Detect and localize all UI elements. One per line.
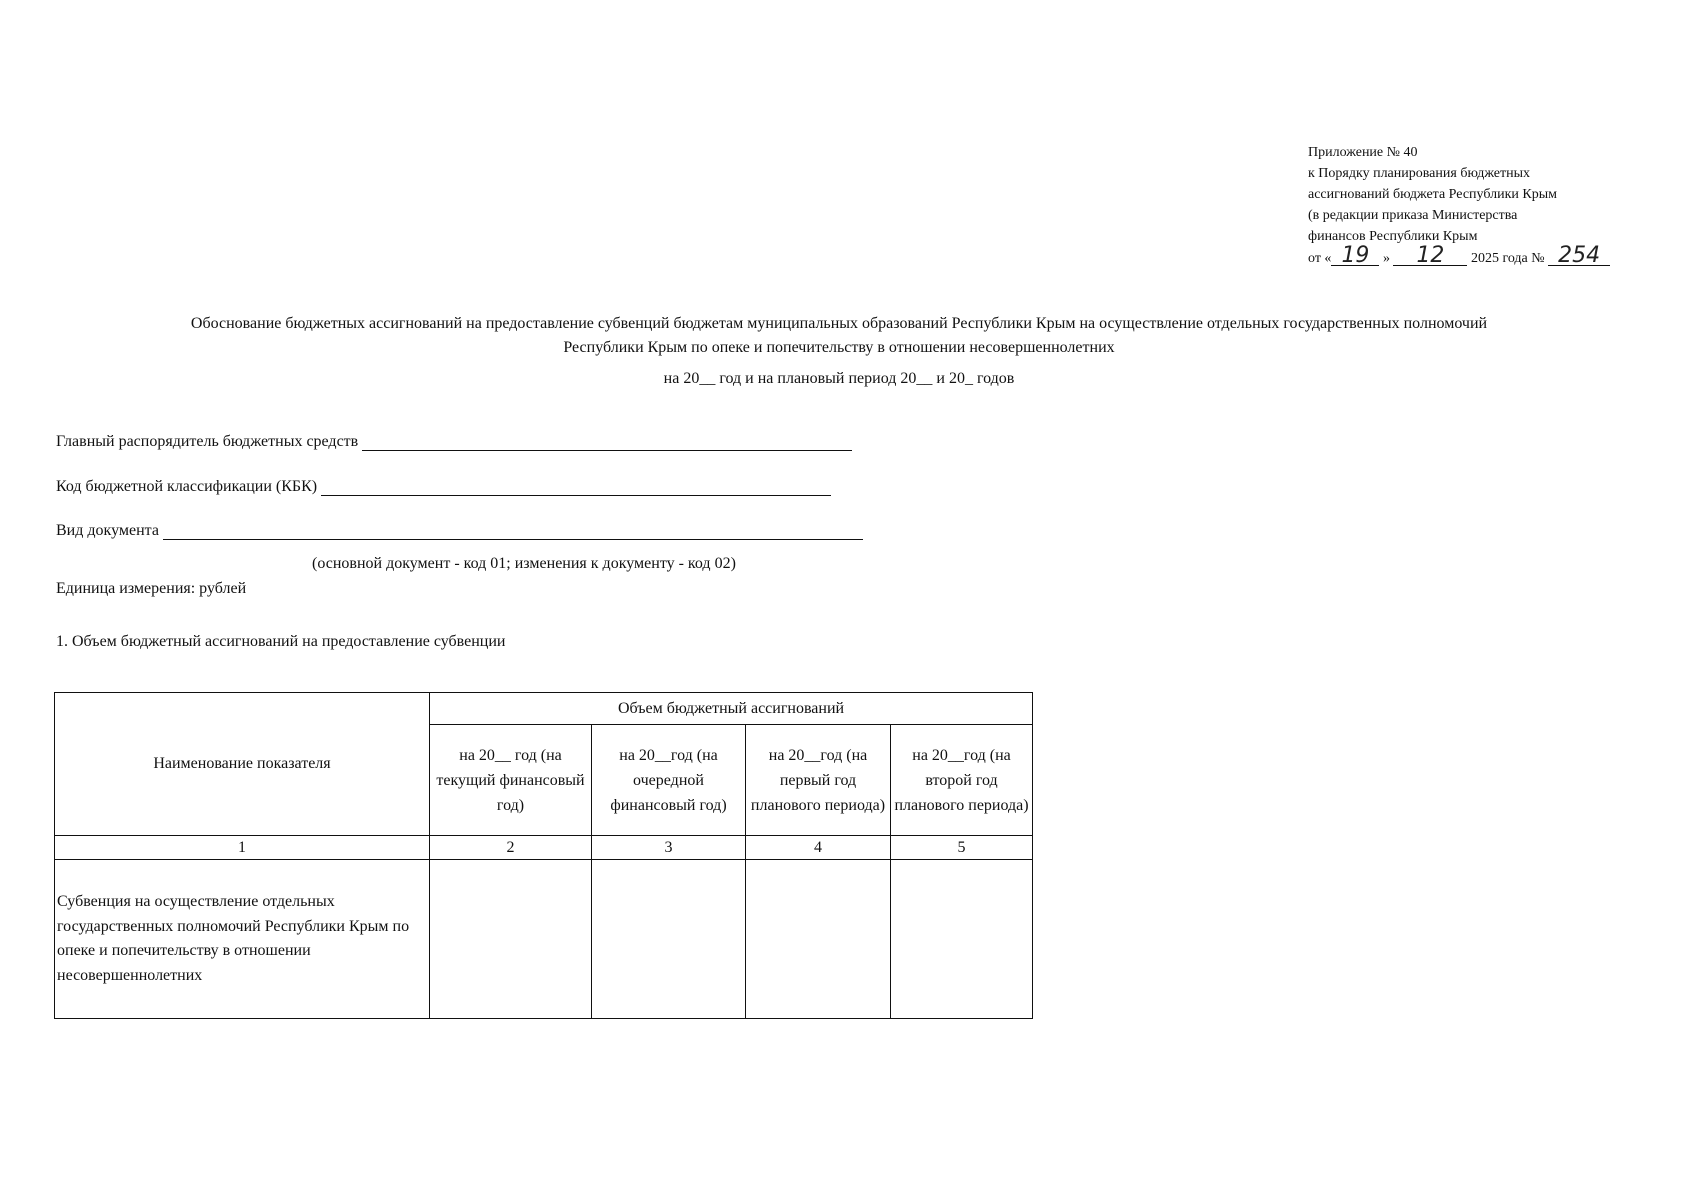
handwritten-month: 12: [1393, 247, 1467, 266]
appendix-date-line: [1308, 243, 1610, 269]
unit-of-measure: Единица измерения: рублей: [56, 580, 247, 597]
date-suffix: 2025 года №: [1467, 251, 1549, 266]
header-next-year: на 20__год (на очередной финансовый год): [592, 725, 746, 836]
kbk-blank[interactable]: [321, 477, 831, 496]
column-number-1: 1: [55, 836, 430, 860]
budget-manager-label: Главный распорядитель бюджетных средств: [56, 433, 359, 450]
handwritten-day: 19: [1331, 247, 1379, 266]
budget-manager-blank[interactable]: [362, 432, 852, 451]
appendix-block: [1308, 142, 1610, 269]
row-subvention-plan-year-2[interactable]: [891, 860, 1033, 1019]
row-subvention-plan-year-1[interactable]: [746, 860, 891, 1019]
allocation-table: [54, 692, 1033, 1019]
doc-type-blank[interactable]: [163, 521, 863, 540]
column-number-4: 4: [746, 836, 891, 860]
date-prefix: от «: [1308, 251, 1332, 266]
doc-type-note: (основной документ - код 01; изменения к документу - код 02): [312, 555, 736, 572]
row-subvention-name: Субвенция на осуществление отдельных государственных полномочий Республики Крым по опеке и попечительству в отношении несовершеннолетних: [55, 860, 430, 1019]
header-plan-year-1: на 20__год (на первый год планового периода): [746, 725, 891, 836]
doc-type-label: Вид документа: [56, 522, 159, 539]
section-title: 1. Объем бюджетный ассигнований на предоставление субвенции: [56, 633, 506, 650]
title-period: на 20__ год и на плановый период 20__ и 20_ годов: [663, 370, 1015, 387]
appendix-line-3: ассигнований бюджета Республики Крым: [1308, 187, 1558, 202]
header-plan-year-2: на 20__год (на второй год планового периода): [891, 725, 1033, 836]
row-subvention-current-year[interactable]: [430, 860, 592, 1019]
header-allocation-volume: Объем бюджетный ассигнований: [430, 693, 1033, 725]
row-subvention-next-year[interactable]: [592, 860, 746, 1019]
title-line-1: Обоснование бюджетных ассигнований на предоставление субвенций бюджетам муниципальных образований Республики Крым на осуществление отдельных государственных полномочий: [190, 315, 1488, 332]
header-indicator-name: Наименование показателя: [55, 693, 430, 836]
appendix-line-5: финансов Республики Крым: [1308, 229, 1478, 244]
appendix-line-4: (в редакции приказа Министерства: [1308, 208, 1518, 223]
document-title: [55, 312, 1623, 360]
appendix-line-1: Приложение № 40: [1308, 145, 1418, 160]
column-number-2: 2: [430, 836, 592, 860]
column-number-5: 5: [891, 836, 1033, 860]
column-number-3: 3: [592, 836, 746, 860]
header-current-year: на 20__ год (на текущий финансовый год): [430, 725, 592, 836]
date-mid: »: [1379, 251, 1394, 266]
field-doc-type: [56, 521, 863, 540]
table-row: [55, 860, 1033, 1019]
field-budget-manager: [56, 432, 852, 451]
title-line-2: Республики Крым по опеке и попечительству в отношении несовершеннолетних: [563, 339, 1115, 356]
field-kbk: [56, 477, 831, 496]
appendix-line-2: к Порядку планирования бюджетных: [1308, 166, 1531, 181]
handwritten-order-number: 254: [1548, 247, 1610, 266]
kbk-label: Код бюджетной классификации (КБК): [56, 478, 318, 495]
